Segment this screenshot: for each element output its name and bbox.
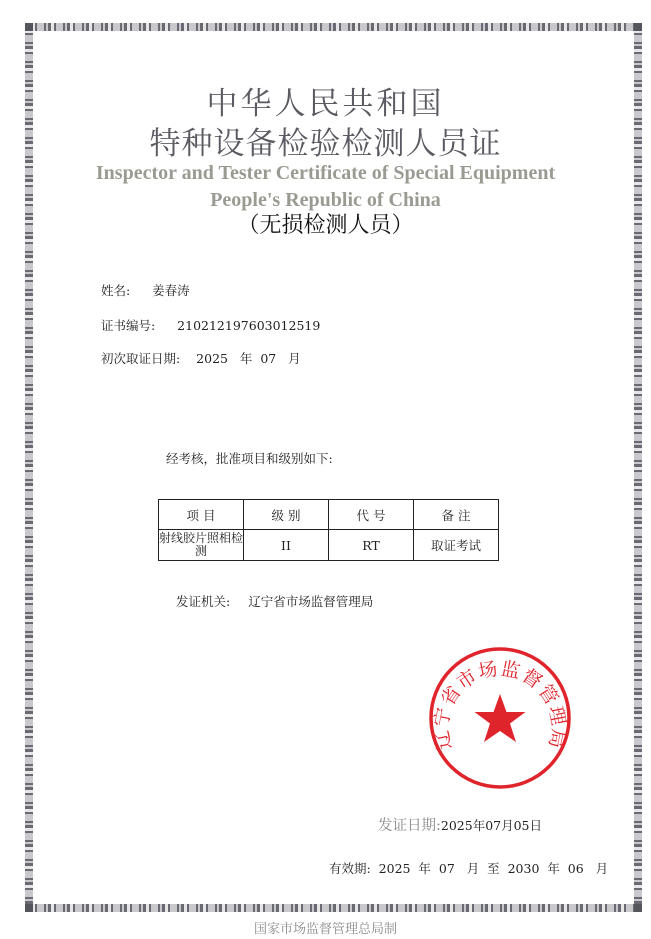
cell-code: RT	[329, 530, 414, 561]
title-english-line2: People's Republic of China	[210, 189, 441, 211]
header-remark: 备 注	[414, 500, 499, 530]
cert-number-label: 证书编号:	[100, 318, 156, 333]
official-seal-icon	[428, 646, 572, 790]
issue-date-value: 2025年07月05日	[440, 818, 543, 833]
first-issue-date-field	[93, 334, 301, 367]
issuer-label: 发证机关:	[176, 594, 231, 609]
border-corner	[634, 904, 642, 912]
cert-number-value: 210212197603012519	[177, 318, 321, 333]
issuing-authority	[176, 592, 373, 610]
border-corner	[634, 23, 642, 31]
approved-items-table	[158, 499, 499, 561]
cert-number-field	[93, 301, 320, 334]
first-issue-label: 初次取证日期:	[100, 351, 181, 366]
cell-remark: 取证考试	[414, 530, 499, 561]
issue-date	[378, 814, 542, 835]
title-english-line1: Inspector and Tester Certificate of Special Equipment	[95, 162, 556, 184]
border-bottom	[25, 904, 642, 912]
svg-text:辽宁省市场监督管理局: 辽宁省市场监督管理局	[430, 657, 570, 752]
holder-name-field	[93, 266, 190, 299]
footer-issuer-note: 国家市场监督管理总局制	[253, 922, 397, 937]
header-level: 级 别	[244, 500, 329, 530]
title-certificate: 特种设备检验检测人员证	[149, 126, 502, 162]
table-header-row	[159, 500, 499, 530]
approval-statement: 经考核，批准项目和级别如下:	[166, 451, 333, 466]
border-corner	[25, 23, 33, 31]
issuer-value: 辽宁省市场监督管理局	[248, 594, 374, 609]
header-code: 代 号	[329, 500, 414, 530]
table-row	[159, 530, 499, 561]
border-corner	[25, 904, 33, 912]
cell-level: II	[244, 530, 329, 561]
validity-period: 有效期: 2025 年 07 月 至 2030 年 06 月	[329, 861, 609, 876]
cell-project: 射线胶片照相检测	[159, 530, 244, 561]
name-label: 姓名:	[100, 283, 131, 298]
name-value: 姜春涛	[152, 283, 190, 298]
border-top	[25, 23, 642, 31]
issue-date-label: 发证日期:	[378, 818, 441, 834]
certificate-subtitle: （无损检测人员）	[237, 213, 414, 238]
first-issue-value: 2025 年 07 月	[196, 351, 301, 366]
header-project: 项 目	[159, 500, 244, 530]
title-country: 中华人民共和国	[206, 86, 445, 122]
